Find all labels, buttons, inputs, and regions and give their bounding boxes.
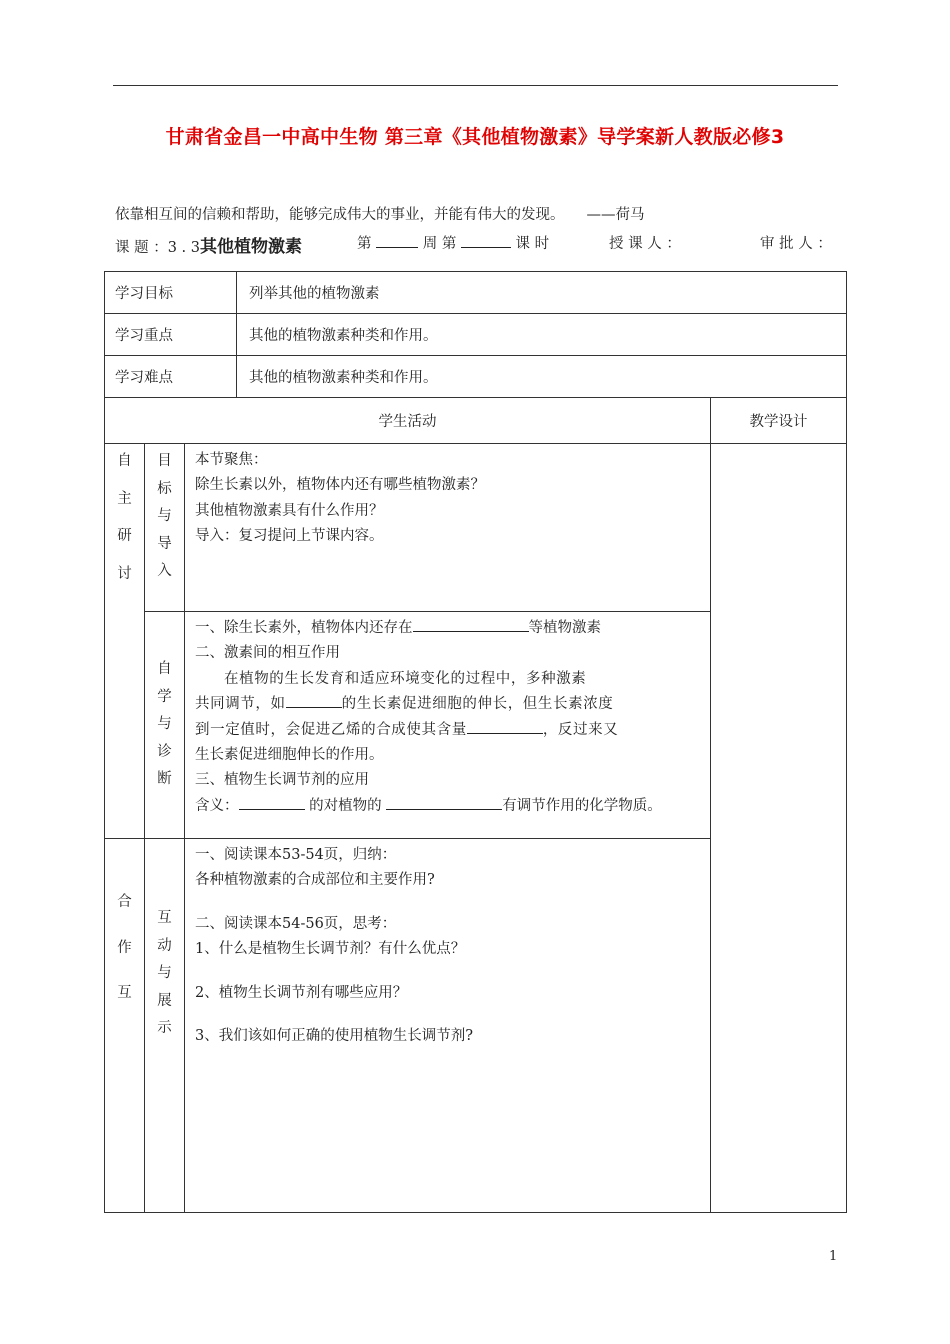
cooperation-section-label: 合 作 互 (105, 839, 145, 1213)
difficulty-label: 学习难点 (105, 356, 237, 398)
student-activity-header: 学生活动 (105, 398, 711, 444)
motto-text: 依靠相互间的信赖和帮助，能够完成伟大的事业，并能有伟大的发现。 (115, 207, 565, 223)
topic-value: 其他植物激素 (200, 237, 302, 257)
motto-author: ——荷马 (586, 207, 645, 223)
page-number: 1 (829, 1249, 838, 1264)
self-study-diagnosis-content: 一、除生长素外，植物体内还存在 等植物激素 二、激素间的相互作用 在植物的生长发育和适应环境变化的过程中，多种激素 共同调节，如 的生长素促进细胞的伸长，但生长素浓度 到一定值时，会促进乙烯的合成使其含量 ，反过来又 生长素促进细胞伸长的作用。 三、植物生长调节剂的应用 含义： 的对植物的 有调节作用的化学物质。 (185, 612, 711, 839)
focus-label: 学习重点 (105, 314, 237, 356)
week-prefix: 第 (357, 236, 372, 252)
definition-blank-2[interactable] (386, 795, 502, 810)
goal-intro-label: 目 标 与 导 入 (145, 444, 185, 612)
header-rule (113, 85, 838, 86)
self-study-section-label: 自 主 研 讨 (105, 444, 145, 839)
hormone-blank[interactable] (413, 617, 529, 632)
focus-value: 其他的植物激素种类和作用。 (237, 314, 847, 356)
goal-label: 学习目标 (105, 272, 237, 314)
topic-line (115, 232, 302, 257)
week-blank[interactable] (376, 233, 418, 248)
week-mid: 周 第 (422, 236, 457, 252)
self-study-diagnosis-label: 自 学 与 诊 断 (145, 612, 185, 839)
goal-intro-content: 本节聚焦： 除生长素以外，植物体内还有哪些植物激素？ 其他植物激素具有什么作用？ 导入：复习提问上节课内容。 (185, 444, 711, 612)
content-blank[interactable] (467, 719, 543, 734)
lesson-blank[interactable] (461, 233, 511, 248)
teaching-design-cell[interactable] (711, 444, 847, 1213)
teaching-design-header: 教学设计 (711, 398, 847, 444)
schedule-line (357, 232, 549, 253)
document-title: 甘肃省金昌一中高中生物 第三章《其他植物激素》导学案新人教版必修3 (165, 126, 785, 148)
difficulty-value: 其他的植物激素种类和作用。 (237, 356, 847, 398)
interaction-display-label: 互 动 与 展 示 (145, 839, 185, 1213)
topic-label: 课 题 ：3 . 3 (115, 240, 200, 256)
lesson-suffix: 课 时 (515, 236, 550, 252)
motto (115, 203, 645, 224)
definition-blank-1[interactable] (239, 795, 305, 810)
goal-value: 列举其他的植物激素 (237, 272, 847, 314)
approver-label: 审 批 人 ： (760, 236, 832, 252)
teacher-label: 授 课 人 ： (609, 236, 681, 252)
concentration-blank[interactable] (286, 693, 342, 708)
interaction-display-content: 一、阅读课本53-54页，归纳： 各种植物激素的合成部位和主要作用? 二、阅读课本54-56页，思考： 1、什么是植物生长调节剂？有什么优点？ 2、植物生长调节剂有哪些应用？ 3、我们该如何正确的使用植物生长调节剂? (185, 839, 711, 1213)
study-plan-table (104, 271, 847, 1213)
